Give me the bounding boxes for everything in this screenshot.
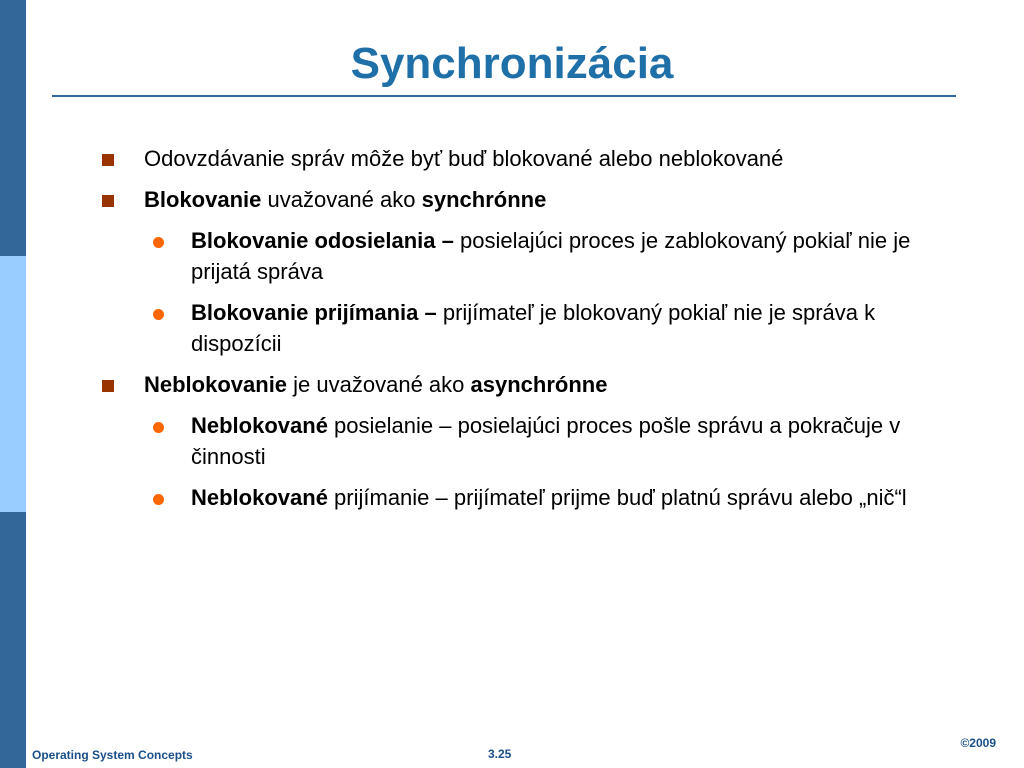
round-bullet-icon (153, 494, 164, 505)
bullet-text: posielajúci proces je zablokovaný pokiaľ nie je prijatá správa (191, 228, 911, 284)
bullet-text: prijímanie – prijímateľ prijme buď platnú správu alebo „nič“l (327, 485, 907, 510)
bullet-text-bold: Blokovanie (144, 187, 262, 212)
bullet-text-bold: Blokovanie odosielania – (191, 228, 460, 253)
left-accent-bar (0, 0, 26, 768)
bullet-text-bold: synchrónne (421, 187, 547, 212)
bullet-text: je uvažované ako (287, 372, 471, 397)
bullet-text: prijímateľ je blokovaný pokiaľ nie je správa k dispozícii (191, 300, 876, 356)
square-bullet-icon (102, 154, 114, 166)
bullet-text-bold: Neblokované (191, 485, 328, 510)
round-bullet-icon (153, 422, 164, 433)
sub-bullet-item (100, 482, 920, 513)
bullet-text-bold: asynchrónne (470, 372, 608, 397)
bullet-text: posielanie – posielajúci proces pošle správu a pokračuje v činnosti (191, 413, 901, 469)
left-bar-segment-bottom (0, 512, 26, 768)
footer-course-title: Operating System Concepts (32, 748, 193, 762)
bullet-text-bold: Blokovanie prijímania – (191, 300, 443, 325)
round-bullet-icon (153, 237, 164, 248)
bullet-text: uvažované ako (261, 187, 422, 212)
bullet-item (100, 369, 920, 400)
bullet-item (100, 184, 920, 215)
round-bullet-icon (153, 309, 164, 320)
bullet-list (100, 143, 920, 523)
footer-copyright: ©2009 (960, 736, 996, 750)
slide-title: Synchronizácia (350, 39, 674, 88)
footer-slide-number: 3.25 (488, 747, 512, 761)
bullet-item (100, 143, 920, 174)
title-underline (52, 95, 956, 97)
square-bullet-icon (102, 195, 114, 207)
sub-bullet-item (100, 297, 920, 359)
bullet-text-bold: Neblokovanie (144, 372, 288, 397)
bullet-text-bold: Neblokované (191, 413, 328, 438)
square-bullet-icon (102, 380, 114, 392)
sub-bullet-item (100, 225, 920, 287)
left-bar-segment-middle (0, 256, 26, 512)
sub-bullet-item (100, 410, 920, 472)
bullet-text: Odovzdávanie správ môže byť buď blokované alebo neblokované (144, 146, 784, 171)
